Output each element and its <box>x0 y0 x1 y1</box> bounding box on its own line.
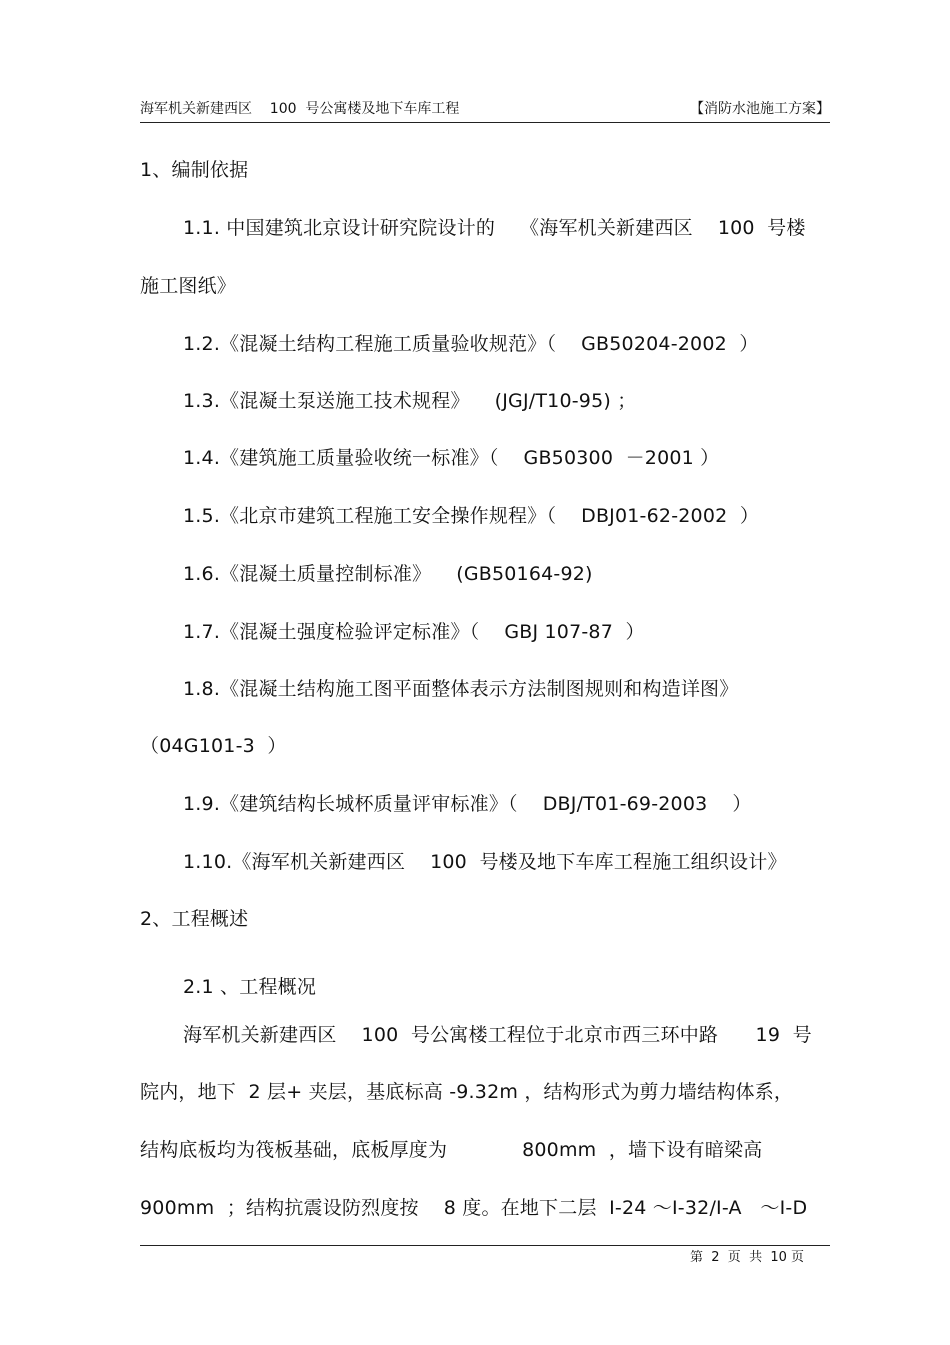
basis-item-1-2: 1.2.《混凝土结构工程施工质量验收规范》（ GB50204-2002 ） <box>183 333 759 355</box>
basis-item-1-1-cont: 施工图纸》 <box>140 275 237 297</box>
overview-paragraph-line-2: 院内，地下 2 层+ 夹层，基底标高 -9.32m ，结构形式为剪力墙结构体系， <box>140 1081 794 1103</box>
basis-item-1-4: 1.4.《建筑施工质量验收统一标准》（ GB50300 －2001 ） <box>183 447 720 469</box>
basis-item-1-5: 1.5.《北京市建筑工程施工安全操作规程》（ DBJ01-62-2002 ） <box>183 505 760 527</box>
basis-item-1-10: 1.10.《海军机关新建西区 100 号楼及地下车库工程施工组织设计》 <box>183 851 787 873</box>
header-divider <box>140 122 830 123</box>
page-header <box>140 98 830 120</box>
header-document-title: 【消防水池施工方案】 <box>690 101 830 117</box>
overview-paragraph-line-1: 海军机关新建西区 100 号公寓楼工程位于北京市西三环中路 19 号 <box>183 1024 812 1046</box>
basis-item-1-9: 1.9.《建筑结构长城杯质量评审标准》（ DBJ/T01-69-2003 ） <box>183 793 752 815</box>
footer-divider <box>140 1245 830 1246</box>
subsection-heading-2-1: 2.1 、工程概况 <box>183 976 317 998</box>
header-project-title: 海军机关新建西区 100 号公寓楼及地下车库工程 <box>140 101 460 117</box>
overview-paragraph-line-4: 900mm ；结构抗震设防烈度按 8 度。在地下二层 I-24 ～I-32/I-A ～I-D <box>140 1197 808 1219</box>
overview-paragraph-line-3: 结构底板均为筏板基础，底板厚度为 800mm ，墙下设有暗梁高 <box>140 1139 763 1161</box>
basis-item-1-8-cont: （04G101-3 ） <box>140 735 287 757</box>
page-number: 第 2 页 共 10 页 <box>690 1250 805 1265</box>
basis-item-1-6: 1.6.《混凝土质量控制标准》 (GB50164-92) <box>183 563 593 585</box>
basis-item-1-7: 1.7.《混凝土强度检验评定标准》（ GBJ 107-87 ） <box>183 621 645 643</box>
basis-item-1-1: 1.1. 中国建筑北京设计研究院设计的 《海军机关新建西区 100 号楼 <box>183 217 806 239</box>
section-heading-2: 2、工程概述 <box>140 908 249 930</box>
basis-item-1-3: 1.3.《混凝土泵送施工技术规程》 (JGJ/T10-95) ； <box>183 390 637 412</box>
basis-item-1-8: 1.8.《混凝土结构施工图平面整体表示方法制图规则和构造详图》 <box>183 678 739 700</box>
section-heading-1: 1、编制依据 <box>140 159 249 181</box>
